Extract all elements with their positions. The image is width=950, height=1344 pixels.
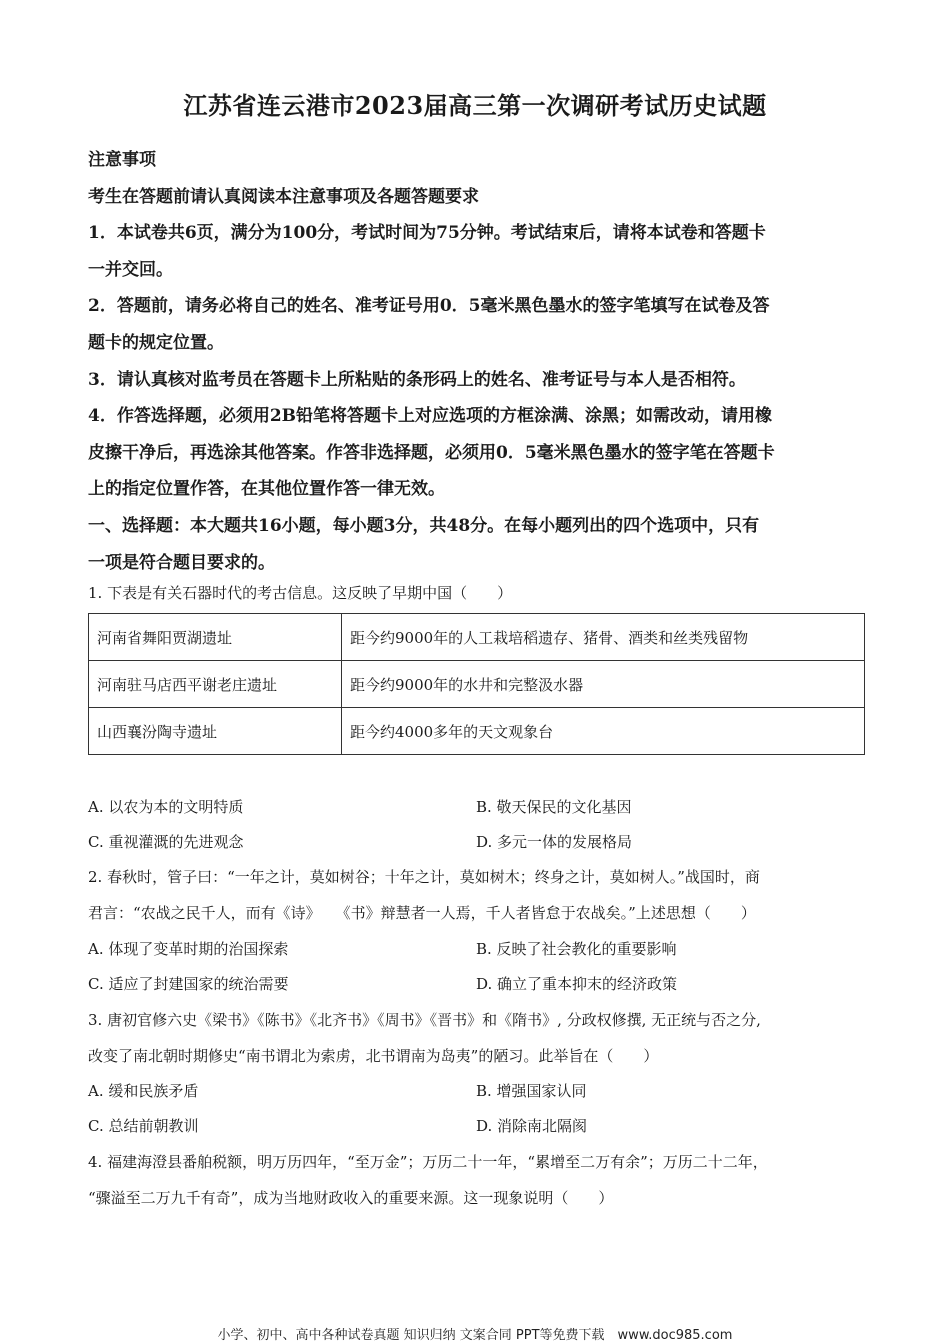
table-row: [89, 661, 865, 708]
section-heading: 一、选择题：本大题共16小题，每小题3分，共48分。在每小题列出的四个选项中，只有: [88, 515, 760, 536]
stem-line: 2. 春秋时，管子曰：“一年之计，莫如树谷；十年之计，莫如树木；终身之计，莫如树人。”战国时，商: [88, 868, 760, 886]
notice-line: 上的指定位置作答，在其他位置作答一律无效。: [88, 479, 445, 500]
stem-line: 君言：“农战之民千人，而有《诗》 《书》辩慧者一人焉，千人者皆怠于农战矣。”上述思想（ ）: [88, 904, 756, 922]
notice-line: 考生在答题前请认真阅读本注意事项及各题答题要求: [88, 186, 479, 207]
notice-section: [88, 142, 868, 581]
stem-line: 改变了南北朝时期修史“南书谓北为索虏，北书谓南为岛夷”的陋习。此举旨在（ ）: [88, 1047, 659, 1065]
notice-heading: 注意事项: [88, 150, 156, 170]
option-a: A. 以农为本的文明特质: [88, 798, 244, 816]
option-c: C. 总结前朝教训: [88, 1117, 199, 1135]
table-cell: 距今约9000年的水井和完整汲水器: [342, 661, 865, 708]
question-4-stem: [88, 1144, 878, 1216]
table-cell: 距今约4000多年的天文观象台: [342, 708, 865, 755]
option-a: A. 缓和民族矛盾: [88, 1082, 199, 1100]
notice-line: 皮擦干净后，再选涂其他答案。作答非选择题，必须用0．5毫米黑色墨水的签字笔在答题卡: [88, 442, 775, 463]
table-cell: 距今约9000年的人工栽培稻遗存、猪骨、酒类和丝类残留物: [342, 614, 865, 661]
option-b: B. 增强国家认同: [476, 1082, 587, 1100]
notice-line: 题卡的规定位置。: [88, 332, 224, 353]
table-row: [89, 708, 865, 755]
question-1-stem: 1. 下表是有关石器时代的考古信息。这反映了早期中国（ ）: [88, 584, 513, 602]
table-cell: 河南驻马店西平谢老庄遗址: [89, 661, 342, 708]
table-cell: 河南省舞阳贾湖遗址: [89, 614, 342, 661]
question-1-table: [88, 613, 865, 755]
table-cell: 山西襄汾陶寺遗址: [89, 708, 342, 755]
notice-line: 4．作答选择题，必须用2B铅笔将答题卡上对应选项的方框涂满、涂黑；如需改动，请用橡: [88, 406, 773, 427]
notice-line: 一并交回。: [88, 259, 173, 280]
notice-line: 2．答题前，请务必将自己的姓名、准考证号用0．5毫米黑色墨水的签字笔填写在试卷及答: [88, 296, 770, 317]
stem-line: 4. 福建海澄县番舶税额，明万历四年，“至万金”；万历二十一年，“累增至二万有余”；万历二十二年，: [88, 1153, 768, 1171]
option-b: B. 反映了社会教化的重要影响: [476, 940, 677, 958]
question-2-stem: [88, 859, 878, 931]
notice-line: 3．请认真核对监考员在答题卡上所粘贴的条形码上的姓名、准考证号与本人是否相符。: [88, 369, 746, 390]
option-d: D. 确立了重本抑末的经济政策: [476, 975, 678, 993]
option-a: A. 体现了变革时期的治国探索: [88, 940, 289, 958]
question-3-stem: [88, 1002, 878, 1074]
option-c: C. 适应了封建国家的统治需要: [88, 975, 289, 993]
stem-line: “骤溢至二万九千有奇”，成为当地财政收入的重要来源。这一现象说明（ ）: [88, 1189, 614, 1207]
notice-line: 1．本试卷共6页，满分为100分，考试时间为75分钟。考试结束后，请将本试卷和答题卡: [88, 223, 766, 244]
option-b: B. 敬天保民的文化基因: [476, 798, 632, 816]
page-footer: 小学、初中、高中各种试卷真题 知识归纳 文案合同 PPT等免费下载 www.doc985.com: [217, 1328, 733, 1343]
stem-line: 3. 唐初官修六史《梁书》《陈书》《北齐书》《周书》《晋书》和《隋书》, 分政权修撰, 无正统与否之分,: [88, 1011, 761, 1029]
section-heading: 一项是符合题目要求的。: [88, 552, 275, 573]
option-c: C. 重视灌溉的先进观念: [88, 833, 244, 851]
table-row: [89, 614, 865, 661]
option-d: D. 多元一体的发展格局: [476, 833, 633, 851]
exam-title: 江苏省连云港市2023届高三第一次调研考试历史试题: [183, 91, 767, 120]
option-d: D. 消除南北隔阂: [476, 1117, 588, 1135]
